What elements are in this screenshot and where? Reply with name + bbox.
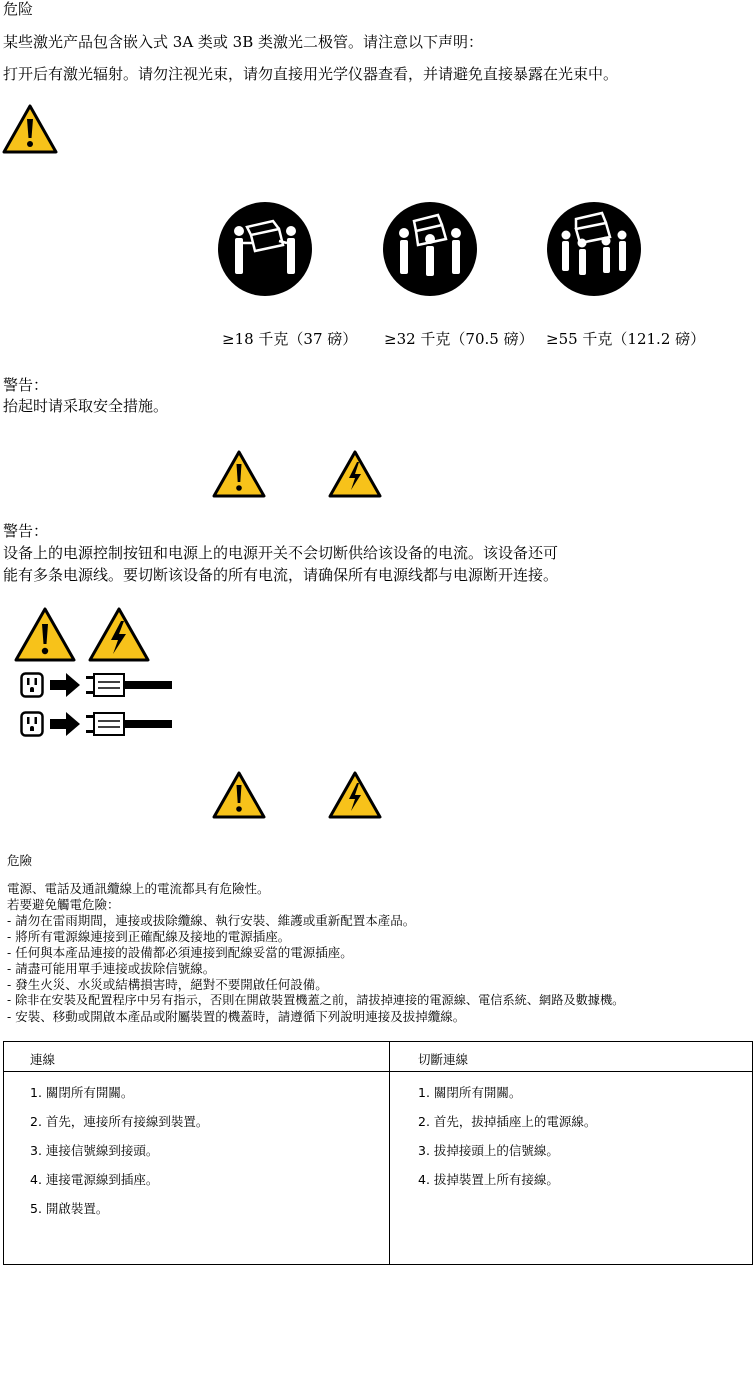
arrow-right-icon <box>50 712 80 736</box>
weight-label-two-person: ≥18 千克（37 磅） <box>222 330 358 348</box>
warning-triangle-icon <box>212 771 266 819</box>
connect-step: 3. 連接信號線到接頭。 <box>30 1143 159 1158</box>
caution-power-line-1: 设备上的电源控制按钮和电源上的电源开关不会切断供给该设备的电流。该设备还可 <box>3 544 559 562</box>
danger-tw-line: - 將所有電源線連接到正確配線及接地的電源插座。 <box>7 929 291 944</box>
warning-triangle-icon <box>2 104 58 154</box>
caution-power-line-2: 能有多条电源线。要切断该设备的所有电流，请确保所有电源线都与电源断开连接。 <box>3 566 559 584</box>
disconnect-steps-cell <box>390 1072 753 1265</box>
danger-tw-line: - 安裝、移動或開啟本產品或附屬裝置的機蓋時，請遵循下列說明連接及拔掉纜線。 <box>7 1009 466 1024</box>
weight-label-four-person: ≥55 千克（121.2 磅） <box>546 330 706 348</box>
danger-tw-line: 電源、電話及通訊纜線上的電流都具有危險性。 <box>7 881 270 896</box>
laser-notice: 某些激光产品包含嵌入式 3A 类或 3B 类激光二极管。请注意以下声明： <box>3 33 484 51</box>
warning-triangle-icon <box>212 450 266 498</box>
electrical-shock-icon <box>88 607 150 662</box>
three-person-lift-icon <box>382 191 478 309</box>
disconnect-header: 切斷連線 <box>390 1042 753 1072</box>
danger-tw-line: 若要避免觸電危險： <box>7 897 120 912</box>
caution-lift-text: 抬起时请采取安全措施。 <box>3 397 169 415</box>
power-outlet-icon <box>20 711 44 737</box>
danger-tw-line: - 除非在安裝及配置程序中另有指示，否則在開啟裝置機蓋之前，請拔掉連接的電源線、電信系統、網路及數據機。 <box>7 993 625 1007</box>
caution-lift-title: 警告： <box>3 376 49 394</box>
caution-power-title: 警告： <box>3 522 49 540</box>
connect-step: 1. 關閉所有開關。 <box>30 1085 134 1100</box>
laser-warning: 打开后有激光辐射。请勿注视光束，请勿直接用光学仪器查看，并请避免直接暴露在光束中。 <box>3 65 619 83</box>
electrical-shock-icon <box>328 450 382 498</box>
arrow-right-icon <box>50 673 80 697</box>
power-plug-icon <box>84 674 172 696</box>
disconnect-step: 1. 關閉所有開關。 <box>418 1085 522 1100</box>
connect-step: 5. 開啟裝置。 <box>30 1201 109 1216</box>
disconnect-step: 4. 拔掉裝置上所有接線。 <box>418 1172 559 1187</box>
connect-disconnect-table <box>3 1041 753 1265</box>
danger-tw-title: 危險 <box>7 853 33 868</box>
power-plug-icon <box>84 713 172 735</box>
danger-title: 危险 <box>3 0 34 18</box>
disconnect-step: 2. 首先，拔掉插座上的電源線。 <box>418 1114 597 1129</box>
electrical-shock-icon <box>328 771 382 819</box>
danger-tw-line: - 請勿在雷雨期間，連接或拔除纜線、執行安裝、維護或重新配置本產品。 <box>7 913 416 928</box>
weight-label-three-person: ≥32 千克（70.5 磅） <box>384 330 534 348</box>
disconnect-step: 3. 拔掉接頭上的信號線。 <box>418 1143 559 1158</box>
power-outlet-icon <box>20 672 44 698</box>
connect-steps-cell <box>4 1072 390 1265</box>
danger-tw-line: - 任何與本產品連接的設備都必須連接到配線妥當的電源插座。 <box>7 945 353 960</box>
connect-header: 連線 <box>4 1042 390 1072</box>
danger-tw-line: - 發生火災、水災或結構損害時，絕對不要開啟任何設備。 <box>7 977 328 992</box>
connect-step: 4. 連接電源線到插座。 <box>30 1172 159 1187</box>
danger-tw-line: - 請盡可能用單手連接或拔除信號線。 <box>7 961 216 976</box>
two-person-lift-icon <box>217 191 313 309</box>
connect-step: 2. 首先，連接所有接線到裝置。 <box>30 1114 209 1129</box>
four-person-lift-icon <box>546 191 642 309</box>
warning-triangle-icon <box>14 607 76 662</box>
